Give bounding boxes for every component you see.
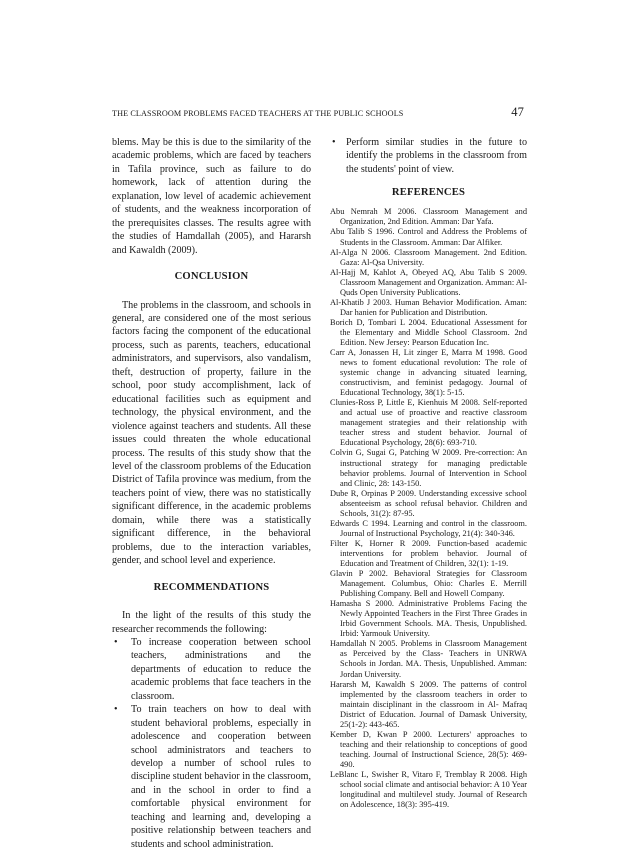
reference-entry: Edwards C 1994. Learning and control in the classroom. Journal of Instructional Psychology, 21(4): 340-346. bbox=[330, 518, 527, 538]
reference-entry: Clunies-Ross P, Little E, Kienhuis M 2008. Self-reported and actual use of proactive and reactive classroom management strategies and their relationship with teacher stress and student behavior. Journal of Educational Psychology, 28(6): 693-710. bbox=[330, 398, 527, 448]
references-heading: REFERENCES bbox=[391, 187, 466, 199]
reference-entry: Dube R, Orpinas P 2009. Understanding excessive school absenteeism as school refusal behavior. Children and Schools, 31(2): 87-95. bbox=[330, 488, 527, 518]
reference-entry: Hamdallah N 2005. Problems in Classroom Management as Perceived by the Class- Teachers in UNRWA Schools in Jordan. MA. Thesis, Unpublished. Amman: Jordan University. bbox=[330, 639, 527, 679]
reference-entry: Borich D, Tombari L 2004. Educational Assessment for the Elementary and Middle School Classroom. 2nd Edition. New Jersey: Pearson Education Inc. bbox=[330, 317, 527, 347]
reference-entry: Abu Nemrah M 2006. Classroom Management and Organization, 2nd Edition. Amman: Dar Yafa. bbox=[330, 207, 527, 227]
running-title: THE CLASSROOM PROBLEMS FACED TEACHERS AT THE PUBLIC SCHOOLS bbox=[112, 109, 404, 118]
running-header bbox=[112, 105, 524, 119]
reference-entry: Colvin G, Sugai G, Patching W 2009. Pre-correction: An instructional strategy for managing predictable behavior problems. Journal of Intervention in School and Clinic, 28: 143-150. bbox=[330, 448, 527, 488]
conclusion-heading: CONCLUSION bbox=[174, 271, 249, 283]
reference-entry: Glavin P 2002. Behavioral Strategies for Classroom Management. Columbus, Ohio: Charles E. Merrill Publishing Company. Bell and Howell Company. bbox=[330, 569, 527, 599]
list-item: • To increase cooperation between school teachers, administrations and the departments of education to reduce the academic problems that face teachers in the classroom. bbox=[112, 636, 311, 703]
reference-entry: Al-Hajj M, Kahlot A, Obeyed AQ, Abu Talib S 2009. Classroom Management and Organization. Amman: Al-Quds Open University Publications. bbox=[330, 267, 527, 297]
reference-entry: Carr A, Jonassen H, Lit zinger E, Marra M 1998. Good news to foment educational revolution: The role of systemic change in advancing situated learning, constructivism, and feminist pedagogy. Journal of Educational Technology, 38(1): 5-15. bbox=[330, 348, 527, 398]
reference-entry: Al-Khatib J 2003. Human Behavior Modification. Aman: Dar hanien for Publication and Distribution. bbox=[330, 297, 527, 317]
list-item: • Perform similar studies in the future to identify the problems in the classroom from the students' point of view. bbox=[330, 136, 527, 176]
recommendations-heading: RECOMMENDATIONS bbox=[153, 581, 270, 593]
reference-entry: LeBlanc L, Swisher R, Vitaro F, Tremblay R 2008. High school social climate and antisocial behavior: A 10 Year longitudinal and multilevel study. Journal of Research on Adolescence, 18(3): 395-419. bbox=[330, 769, 527, 810]
recommendations-list bbox=[112, 636, 311, 851]
page-number: 47 bbox=[511, 105, 524, 119]
reference-entry: Kember D, Kwan P 2000. Lecturers' approaches to teaching and their relationship to conceptions of good teaching. Journal of Instructional Science, 28(5): 469-490. bbox=[330, 729, 527, 769]
reference-entry: Filter K, Horner R 2009. Function-based academic interventions for problem behavior. Journal of Education and Treatment of Children, 32(1): 1-19. bbox=[330, 538, 527, 568]
conclusion-paragraph: The problems in the classroom, and schools in general, are considered one of the most serious factors facing the component of the educational process, such as parents, teachers, educational administrators, and supervisors, also vandalism, theft, destruction of property, failure in the school, poor study accomplishment, lack of educational facilities such as equipment and technology, the physical environment, and the violence against teachers and students. All these issues could threaten the whole educational process. The results of this study show that the level of the classroom problems of the Education District of Tafila province was medium, from the teachers point of view, there was no statistically significant difference, in the academic problems domain, while there was a statistically significant difference, in the behavioral problems, due to the interaction variables, gender, and school level and experience. bbox=[112, 299, 311, 567]
recommendations-intro: In the light of the results of this study the researcher recommends the following: bbox=[112, 610, 311, 635]
left-column bbox=[112, 136, 311, 851]
paragraph-continuation: blems. May be this is due to the similarity of the academic problems, which are faced by teachers in Tafila province, such as failure to do homework, lack of attention during the explanation, low level of academic achievement of students, and the weakness incorporation of the prerequisites classes. The results agree with the studies of Hamdallah (2005), and Hararsh and Kawaldh (2009). bbox=[112, 137, 311, 256]
recommendations-list-continued bbox=[330, 136, 527, 176]
reference-entry: Abu Talib S 1996. Control and Address the Problems of Students in the Classroom. Amman: Dar Alfiker. bbox=[330, 227, 527, 247]
list-item: • To train teachers on how to deal with student behavioral problems, especially in adolescence and cooperation between school administrators and teachers to develop a number of school rules to discipline student behavior in the classroom, and in the school in order to find a comfortable physical environment for teaching and learning and, developing a positive relationship between teachers and students and school administration. bbox=[112, 703, 311, 851]
reference-entry: Al-Alga N 2006. Classroom Management. 2nd Edition. Gaza: Al-Qsa University. bbox=[330, 247, 527, 267]
reference-entry: Hararsh M, Kawaldh S 2009. The patterns of control implemented by the classroom teachers in order to maintain disciplinant in the classroom in Al- Mafraq District of Education. Journal of Damask University, 25(1-2): 443-465. bbox=[330, 679, 527, 729]
reference-entry: Hamasha S 2000. Administrative Problems Facing the Newly Appointed Teachers in the First Three Grades in Irbid Government Schools. MA. Thesis, Unpublished. Irbid: Yarmouk University. bbox=[330, 599, 527, 639]
right-column bbox=[330, 136, 527, 810]
references-list bbox=[330, 207, 527, 810]
